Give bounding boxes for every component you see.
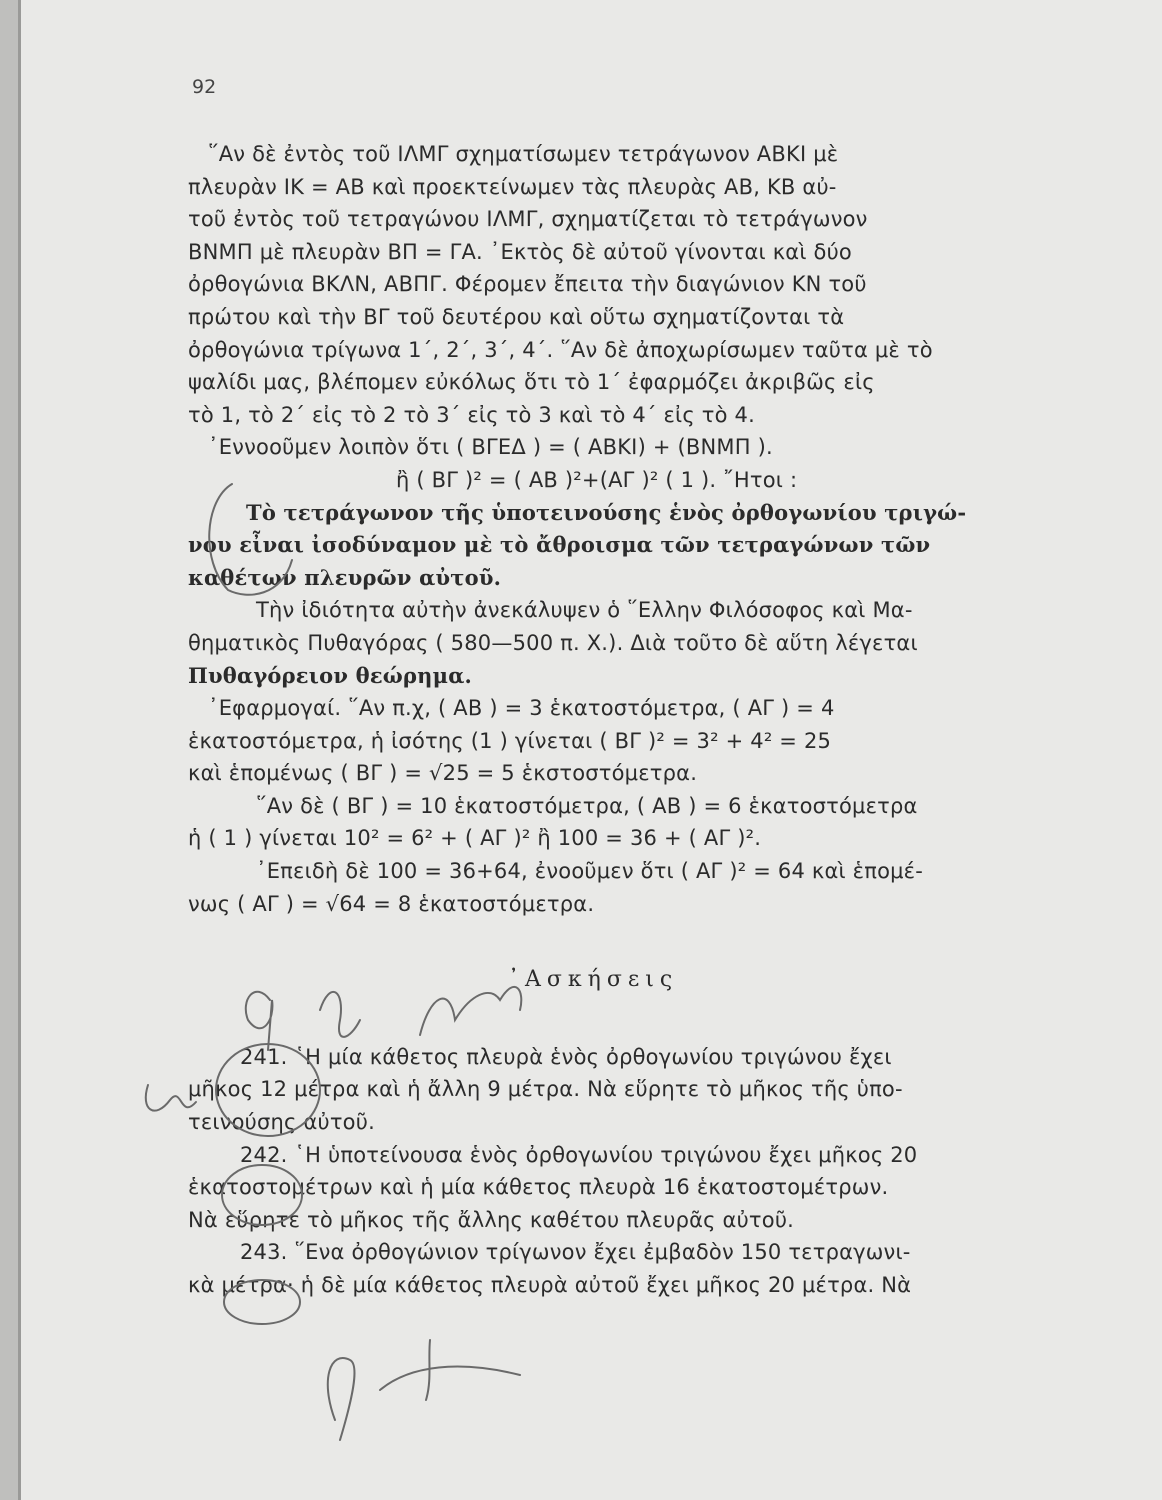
exercise-line: μῆκος 12 μέτρα καὶ ἡ ἄλλη 9 μέτρα. Νὰ εὕρητε τὸ μῆκος τῆς ὑπο- [188,1077,903,1102]
text-line: ἡ ( 1 ) γίνεται 10² = 6² + ( ΑΓ )² ἢ 100 = 36 + ( ΑΓ )². [188,826,762,851]
theorem-line: καθέτων πλευρῶν αὐτοῦ. [188,564,502,590]
text-line: ᾿Εννοοῦμεν λοιπὸν ὅτι ( ΒΓΕΔ ) = ( ΑΒΚΙ) + (ΒΝΜΠ ). [208,435,773,460]
theorem-name: Πυθαγόρειον θεώρημα. [188,662,473,688]
text-line: Τὴν ἰδιότητα αὐτὴν ἀνεκάλυψεν ὁ ῞Ελλην Φιλόσοφος καὶ Μα- [256,598,913,623]
text-line: ῞Αν δὲ ἐντὸς τοῦ ΙΛΜΓ σχηματίσωμεν τετράγωνον ΑΒΚΙ μὲ [208,142,839,166]
theorem-line: Τὸ τετράγωνον τῆς ὑποτεινούσης ἑνὸς ὀρθογωνίου τριγώ- [246,499,967,525]
page-number: 92 [192,76,217,98]
pencil-mark [380,1367,520,1390]
exercise-line: τεινούσης αὐτοῦ. [188,1110,375,1135]
theorem-line: νου εἶναι ἰσοδύναμον μὲ τὸ ἄθροισμα τῶν τετραγώνων τῶν [188,532,931,558]
section-heading: ᾿Ασκήσεις [508,967,679,993]
exercise-line: 241. ῾Η μία κάθετος πλευρὰ ἑνὸς ὀρθογωνίου τριγώνου ἔχει [240,1044,892,1069]
text-line: ἑκατοστόμετρα, ἡ ἰσότης (1 ) γίνεται ( ΒΓ )² = 3² + 4² = 25 [188,728,832,753]
text-line: ῞Αν δὲ ( ΒΓ ) = 10 ἑκατοστόμετρα, ( ΑΒ ) = 6 ἑκατοστόμετρα [256,793,918,818]
text-line: τὸ 1, τὸ 2΄ εἰς τὸ 2 τὸ 3΄ εἰς τὸ 3 καὶ τὸ 4΄ εἰς τὸ 4. [188,402,755,427]
exercise-line: 243. ῞Ενα ὀρθογώνιον τρίγωνον ἔχει ἐμβαδὸν 150 τετραγωνι- [240,1240,911,1265]
equation-line: ἢ ( ΒΓ )² = ( ΑΒ )²+(ΑΓ )² ( 1 ). ῎Ητοι : [396,467,798,492]
exercise-line: Νὰ εὕρητε τὸ μῆκος τῆς ἄλλης καθέτου πλευρᾶς αὐτοῦ. [188,1207,795,1232]
text-line: ψαλίδι μας, βλέπομεν εὐκόλως ὅτι τὸ 1΄ ἐφαρμόζει ἀκριβῶς εἰς [188,370,875,395]
pencil-mark [426,1340,430,1400]
text-line: καὶ ἑπομένως ( ΒΓ ) = √25 = 5 ἑκστοστόμετρα. [188,761,698,786]
text-line: ὀρθογώνια τρίγωνα 1΄, 2΄, 3΄, 4΄. ῞Αν δὲ ἀποχωρίσωμεν ταῦτα μὲ τὸ [188,337,933,362]
exercise-line: 242. ῾Η ὑποτείνουσα ἑνὸς ὀρθογωνίου τριγώνου ἔχει μῆκος 20 [240,1142,918,1167]
pencil-mark [328,1358,355,1440]
text-line: θηματικὸς Πυθαγόρας ( 580—500 π. Χ.). Διὰ τοῦτο δὲ αὕτη λέγεται [188,630,918,655]
text-line: πλευρὰν ΙΚ = ΑΒ καὶ προεκτείνωμεν τὰς πλευρὰς ΑΒ, ΚΒ αὐ- [188,174,837,199]
page-edge [0,0,18,1500]
text-line: ᾿Επειδὴ δὲ 100 = 36+64, ἐνοοῦμεν ὅτι ( ΑΓ )² = 64 καὶ ἑπομέ- [256,859,924,884]
text-line: πρώτου καὶ τὴν ΒΓ τοῦ δευτέρου καὶ οὕτω σχηματίζονται τὰ [188,304,845,329]
exercise-line: ἑκατοστομέτρων καὶ ἡ μία κάθετος πλευρὰ 16 ἑκατοστομέτρων. [188,1175,889,1200]
exercise-line: κὰ μέτρα· ἡ δὲ μία κάθετος πλευρὰ αὐτοῦ ἔχει μῆκος 20 μέτρα. Νὰ [188,1273,912,1297]
body-text [188,138,1068,1302]
text-line: ΒΝΜΠ μὲ πλευρὰν ΒΠ = ΓΑ. ᾿Εκτὸς δὲ αὐτοῦ γίνονται καὶ δύο [188,239,852,264]
text-line: ᾿Εφαρμογαί. ῞Αν π.χ, ( ΑΒ ) = 3 ἑκατοστόμετρα, ( ΑΓ ) = 4 [208,696,835,721]
text-line: ὀρθογώνια ΒΚΛΝ, ΑΒΠΓ. Φέρομεν ἔπειτα τὴν διαγώνιον ΚΝ τοῦ [188,272,867,297]
text-line: τοῦ ἐντὸς τοῦ τετραγώνου ΙΛΜΓ, σχηματίζεται τὸ τετράγωνον [188,207,868,232]
text-line: νως ( ΑΓ ) = √64 = 8 ἑκατοστόμετρα. [188,891,595,916]
